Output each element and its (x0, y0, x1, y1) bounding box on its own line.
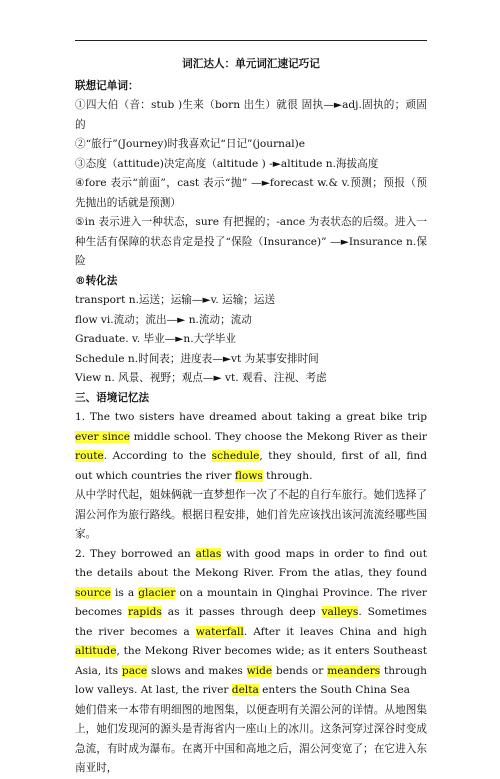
highlighted-word: route (75, 450, 104, 462)
section-heading-association: 联想记单词： (75, 79, 139, 92)
context-translation-1: 从中学时代起，姐妹俩就一直梦想作一次了不起的自行车旅行。她们选择了湄公河作为旅行路线。根据日程安排，她们首先应该找出该河流流经哪些国家。 (75, 489, 427, 540)
header-rule (75, 40, 427, 41)
conversion-item: Schedule n.时间表；进度表—►vt 为某事安排时间 (75, 352, 319, 365)
text-run: with good maps in order to find out the details about the Mekong River. From the atlas, they found (75, 547, 427, 579)
text-run: is a (110, 586, 139, 599)
conversion-item: View n. 风景、视野；观点—► vt. 观看、注视、考虑 (75, 372, 327, 384)
page-title: 词汇达人：单元词汇速记巧记 (182, 58, 320, 70)
association-item: ②“旅行”(Journey)时我喜欢记“日记”(journal)e (75, 138, 306, 150)
highlighted-word: pace (121, 664, 148, 677)
association-item: ⑤in 表示进入一种状态，sure 有把握的；-ance 为表状态的后缀。进入一种生活有保障的状态肯定是投了“保险（Insurance)” —►Insurance n.保险 (75, 216, 427, 267)
conversion-item: Graduate. v. 毕业—►n.大学毕业 (75, 333, 236, 345)
text-run: 1. The two sisters have dreamed about taking a great bike trip (75, 411, 427, 423)
text-run: . Sometimes the river becomes a (75, 606, 427, 638)
highlighted-word: wide (246, 664, 273, 677)
context-translation-2: 她们借来一本带有明细图的地图集，以便查明有关湄公河的详情。从地图集上，她们发现河的源头是青海省内一座山上的冰川。这条河穿过深谷时变成急流，有时成为瀑布。在离开中国和高地之后，湄公河变宽了；在它进入东南亚时， (75, 703, 427, 774)
text-run: middle school. They choose the Mekong River as their (130, 430, 427, 443)
highlighted-word: valleys (321, 606, 359, 618)
text-run: , they should, first of all, find out which countries the river (75, 450, 427, 482)
highlighted-word: schedule (211, 450, 260, 462)
highlighted-word: atlas (195, 547, 222, 560)
text-run: . According to the (103, 450, 212, 462)
text-run: as it passes through deep (161, 606, 322, 618)
conversion-item: flow vi.流动；流出—► n.流动；流动 (75, 313, 252, 326)
highlighted-word: rapids (128, 606, 162, 618)
text-run: enters the South China Sea (258, 684, 410, 696)
text-run: , the Mekong River becomes wide; as it enters Southeast Asia, its (75, 645, 427, 677)
highlighted-word: ever since (75, 430, 131, 443)
highlighted-word: meanders (327, 664, 381, 677)
text-run: slows and makes (147, 664, 247, 677)
context-paragraph-1 (75, 408, 427, 486)
highlighted-word: waterfall (195, 625, 244, 638)
text-run: through. (262, 469, 313, 482)
association-item: ④fore 表示“前面”，cast 表示“抛” —►forecast w.& v.预测；预报（预先抛出的话就是预测） (75, 177, 427, 209)
text-run: bends or (272, 664, 328, 677)
text-run: on a mountain in Qinghai Province. The river becomes (75, 586, 427, 618)
highlighted-word: altitude (75, 645, 117, 657)
highlighted-word: flows (234, 469, 263, 482)
highlighted-word: source (75, 586, 111, 599)
highlighted-word: glacier (138, 586, 176, 599)
section-heading-context: 三、语境记忆法 (75, 391, 150, 404)
association-item: ①四大伯（音：stub )生来（born 出生）就很 固执—►adj.固执的；顽固的 (75, 99, 427, 131)
text-run: through low valleys. At last, the river (75, 664, 427, 696)
text-run: . After it leaves China and high (243, 625, 427, 638)
association-item: ③态度（attitude)决定高度（altitude ) -►altitude n.海拔高度 (75, 157, 379, 170)
document-body (75, 55, 427, 779)
highlighted-word: delta (231, 684, 259, 696)
section-heading-conversion: ®转化法 (75, 274, 118, 287)
conversion-item: transport n.运送；运输—►v. 运输；运送 (75, 294, 276, 306)
context-paragraph-2 (75, 545, 427, 701)
text-run: 2. They borrowed an (75, 547, 196, 560)
